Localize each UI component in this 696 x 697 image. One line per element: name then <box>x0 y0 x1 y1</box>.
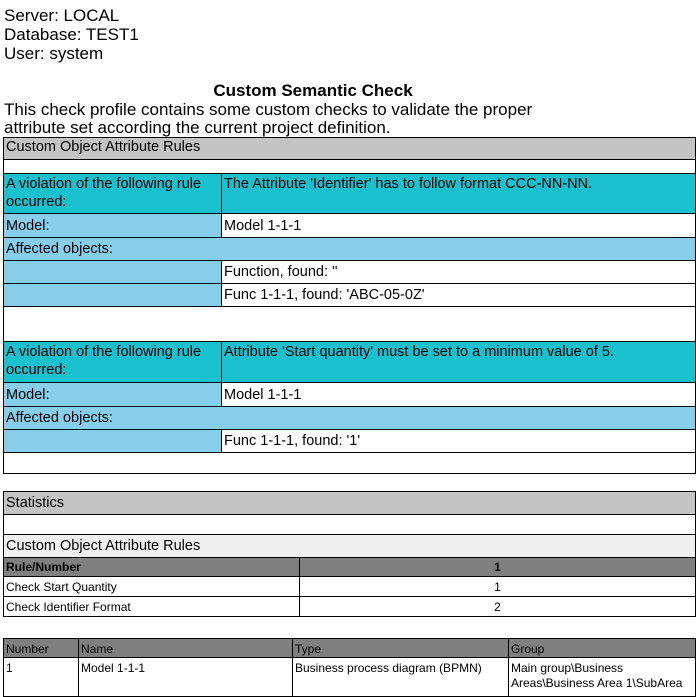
description-line-1: This check profile contains some custom checks to validate the proper <box>4 100 533 119</box>
report-description <box>4 101 532 137</box>
violation-rule: Attribute 'Start quantity' must be set to a minimum value of 5. <box>221 342 695 382</box>
statistics-title: Statistics <box>6 495 65 511</box>
spacer-row <box>3 306 696 342</box>
stat-rule-name: Check Start Quantity <box>6 580 117 594</box>
stat-header-number: 1 <box>299 558 695 576</box>
affected-label: Affected objects: <box>6 410 113 426</box>
model-label: Model: <box>6 218 50 234</box>
statistics-subtitle: Custom Object Attribute Rules <box>6 538 201 554</box>
model-row <box>3 213 696 238</box>
violation-label: A violation of the following rule occurred: <box>6 176 202 210</box>
spacer-row <box>3 452 696 474</box>
affected-object: Function, found: '' <box>221 261 695 283</box>
model-group: Main group\Business Areas\Business Area 1\SubArea <box>508 658 695 696</box>
models-header-type: Type <box>292 639 508 657</box>
affected-object: Func 1-1-1, found: 'ABC-05-0Z' <box>221 284 695 306</box>
spacer-row <box>3 514 696 535</box>
spacer-row <box>3 159 696 174</box>
stat-header-rule: Rule/Number <box>6 560 81 574</box>
stat-rule-count: 2 <box>299 597 695 616</box>
violation-row <box>3 173 696 214</box>
statistics-title-bar <box>3 491 696 515</box>
model-value: Model 1-1-1 <box>221 214 695 237</box>
table-row <box>3 657 696 697</box>
model-type: Business process diagram (BPMN) <box>292 658 508 696</box>
affected-object-row <box>3 429 696 453</box>
violation-label: A violation of the following rule occurred: <box>6 344 202 378</box>
model-label: Model: <box>6 387 50 403</box>
affected-header-row <box>3 237 696 261</box>
report-title: Custom Semantic Check <box>213 81 413 100</box>
affected-label: Affected objects: <box>6 241 113 257</box>
models-header-row <box>3 638 696 658</box>
user-label: User: system <box>4 44 104 63</box>
description-line-2: attribute set according the current project definition. <box>4 118 391 137</box>
violation-rule: The Attribute 'Identifier' has to follow format CCC-NN-NN. <box>221 174 695 213</box>
table-row <box>3 596 696 617</box>
affected-object-row <box>3 260 696 284</box>
violation-row <box>3 341 696 383</box>
statistics-header-row <box>3 557 696 577</box>
stat-rule-name: Check Identifier Format <box>6 600 131 614</box>
statistics-subtitle-bar <box>3 534 696 558</box>
model-name: Model 1-1-1 <box>78 658 292 696</box>
database-label: Database: TEST1 <box>4 25 139 44</box>
affected-object-row <box>3 283 696 307</box>
models-header-name: Name <box>78 639 292 657</box>
affected-header-row <box>3 406 696 430</box>
section-title-bar <box>3 137 696 160</box>
table-row <box>3 576 696 597</box>
stat-rule-count: 1 <box>299 577 695 596</box>
model-number: 1 <box>6 661 13 675</box>
affected-object: Func 1-1-1, found: '1' <box>221 430 695 452</box>
server-label: Server: LOCAL <box>4 6 120 25</box>
model-row <box>3 382 696 407</box>
models-header-group: Group <box>508 639 695 657</box>
section-title: Custom Object Attribute Rules <box>6 139 201 155</box>
model-value: Model 1-1-1 <box>221 383 695 406</box>
models-header-number: Number <box>6 642 49 656</box>
